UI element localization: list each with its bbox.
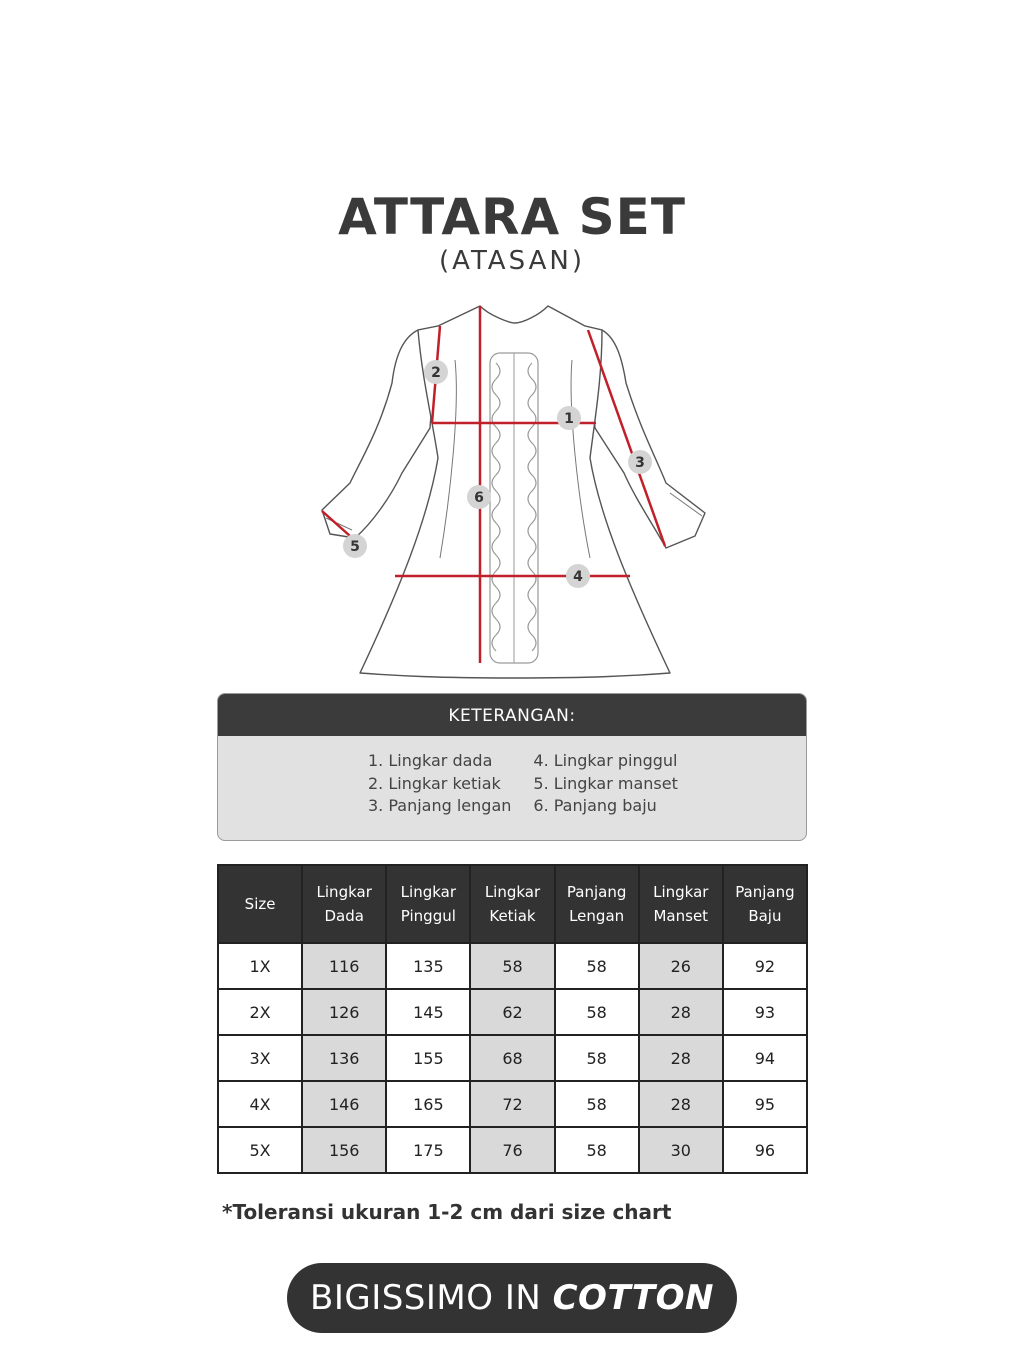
table-cell: 175 [386, 1127, 470, 1173]
marker-1-label: 1 [564, 411, 574, 427]
header-lingkar-dada: Lingkar Dada [302, 865, 386, 943]
table-cell: 76 [470, 1127, 554, 1173]
table-cell: 58 [555, 1035, 639, 1081]
table-row [218, 1035, 807, 1081]
table-cell: 1X [218, 943, 302, 989]
table-cell: 93 [723, 989, 807, 1035]
table-cell: 62 [470, 989, 554, 1035]
marker-4-label: 4 [573, 569, 583, 585]
page-title: ATTARA SET [338, 188, 686, 246]
table-cell: 58 [555, 989, 639, 1035]
header-lingkar-manset: Lingkar Manset [639, 865, 723, 943]
table-cell: 116 [302, 943, 386, 989]
marker-6-label: 6 [474, 490, 484, 506]
table-cell: 58 [555, 1081, 639, 1127]
legend-item: 6. Panjang baju [533, 796, 657, 815]
table-cell: 28 [639, 1081, 723, 1127]
legend-item: 2. Lingkar ketiak [368, 773, 501, 793]
table-cell: 28 [639, 989, 723, 1035]
table-cell: 146 [302, 1081, 386, 1127]
size-chart-table [217, 864, 808, 1174]
table-cell: 28 [639, 1035, 723, 1081]
table-cell: 58 [555, 943, 639, 989]
table-row [218, 943, 807, 989]
table-cell: 95 [723, 1081, 807, 1127]
table-row [218, 989, 807, 1035]
table-cell: 92 [723, 943, 807, 989]
table-cell: 136 [302, 1035, 386, 1081]
legend-item: 3. Panjang lengan [368, 796, 512, 815]
table-cell: 26 [639, 943, 723, 989]
marker-2-label: 2 [431, 365, 441, 381]
marker-3-label: 3 [635, 455, 645, 471]
legend-item: 1. Lingkar dada [368, 751, 493, 770]
tolerance-note: *Toleransi ukuran 1-2 cm dari size chart [222, 1200, 672, 1224]
table-cell: 156 [302, 1127, 386, 1173]
table-cell: 58 [470, 943, 554, 989]
header-panjang-baju: Panjang Baju [723, 865, 807, 943]
header-size: Size [218, 865, 302, 943]
table-cell: 3X [218, 1035, 302, 1081]
table-cell: 30 [639, 1127, 723, 1173]
legend-column-left [368, 750, 511, 818]
table-cell: 68 [470, 1035, 554, 1081]
marker-5-label: 5 [350, 539, 360, 555]
table-cell: 155 [386, 1035, 470, 1081]
header-panjang-lengan: Panjang Lengan [555, 865, 639, 943]
table-cell: 72 [470, 1081, 554, 1127]
brand-badge-prefix: BIGISSIMO IN [310, 1278, 553, 1318]
header-lingkar-pinggul: Lingkar Pinggul [386, 865, 470, 943]
page-subtitle: (ATASAN) [439, 246, 585, 276]
legend-box [217, 693, 807, 841]
table-row [218, 1127, 807, 1173]
table-cell: 94 [723, 1035, 807, 1081]
legend-item: 4. Lingkar pinggul [533, 751, 678, 770]
table-row [218, 1081, 807, 1127]
brand-badge-emphasis: COTTON [552, 1278, 714, 1318]
header-lingkar-ketiak: Lingkar Ketiak [470, 865, 554, 943]
table-cell: 5X [218, 1127, 302, 1173]
garment-illustration [310, 298, 720, 683]
legend-column-right [533, 750, 677, 818]
brand-badge [287, 1263, 737, 1333]
table-cell: 145 [386, 989, 470, 1035]
table-header-row [218, 865, 807, 943]
table-cell: 126 [302, 989, 386, 1035]
table-cell: 135 [386, 943, 470, 989]
table-cell: 96 [723, 1127, 807, 1173]
table-cell: 58 [555, 1127, 639, 1173]
legend-heading: KETERANGAN: [218, 694, 806, 736]
table-cell: 2X [218, 989, 302, 1035]
legend-item: 5. Lingkar manset [533, 773, 678, 793]
table-cell: 165 [386, 1081, 470, 1127]
table-cell: 4X [218, 1081, 302, 1127]
